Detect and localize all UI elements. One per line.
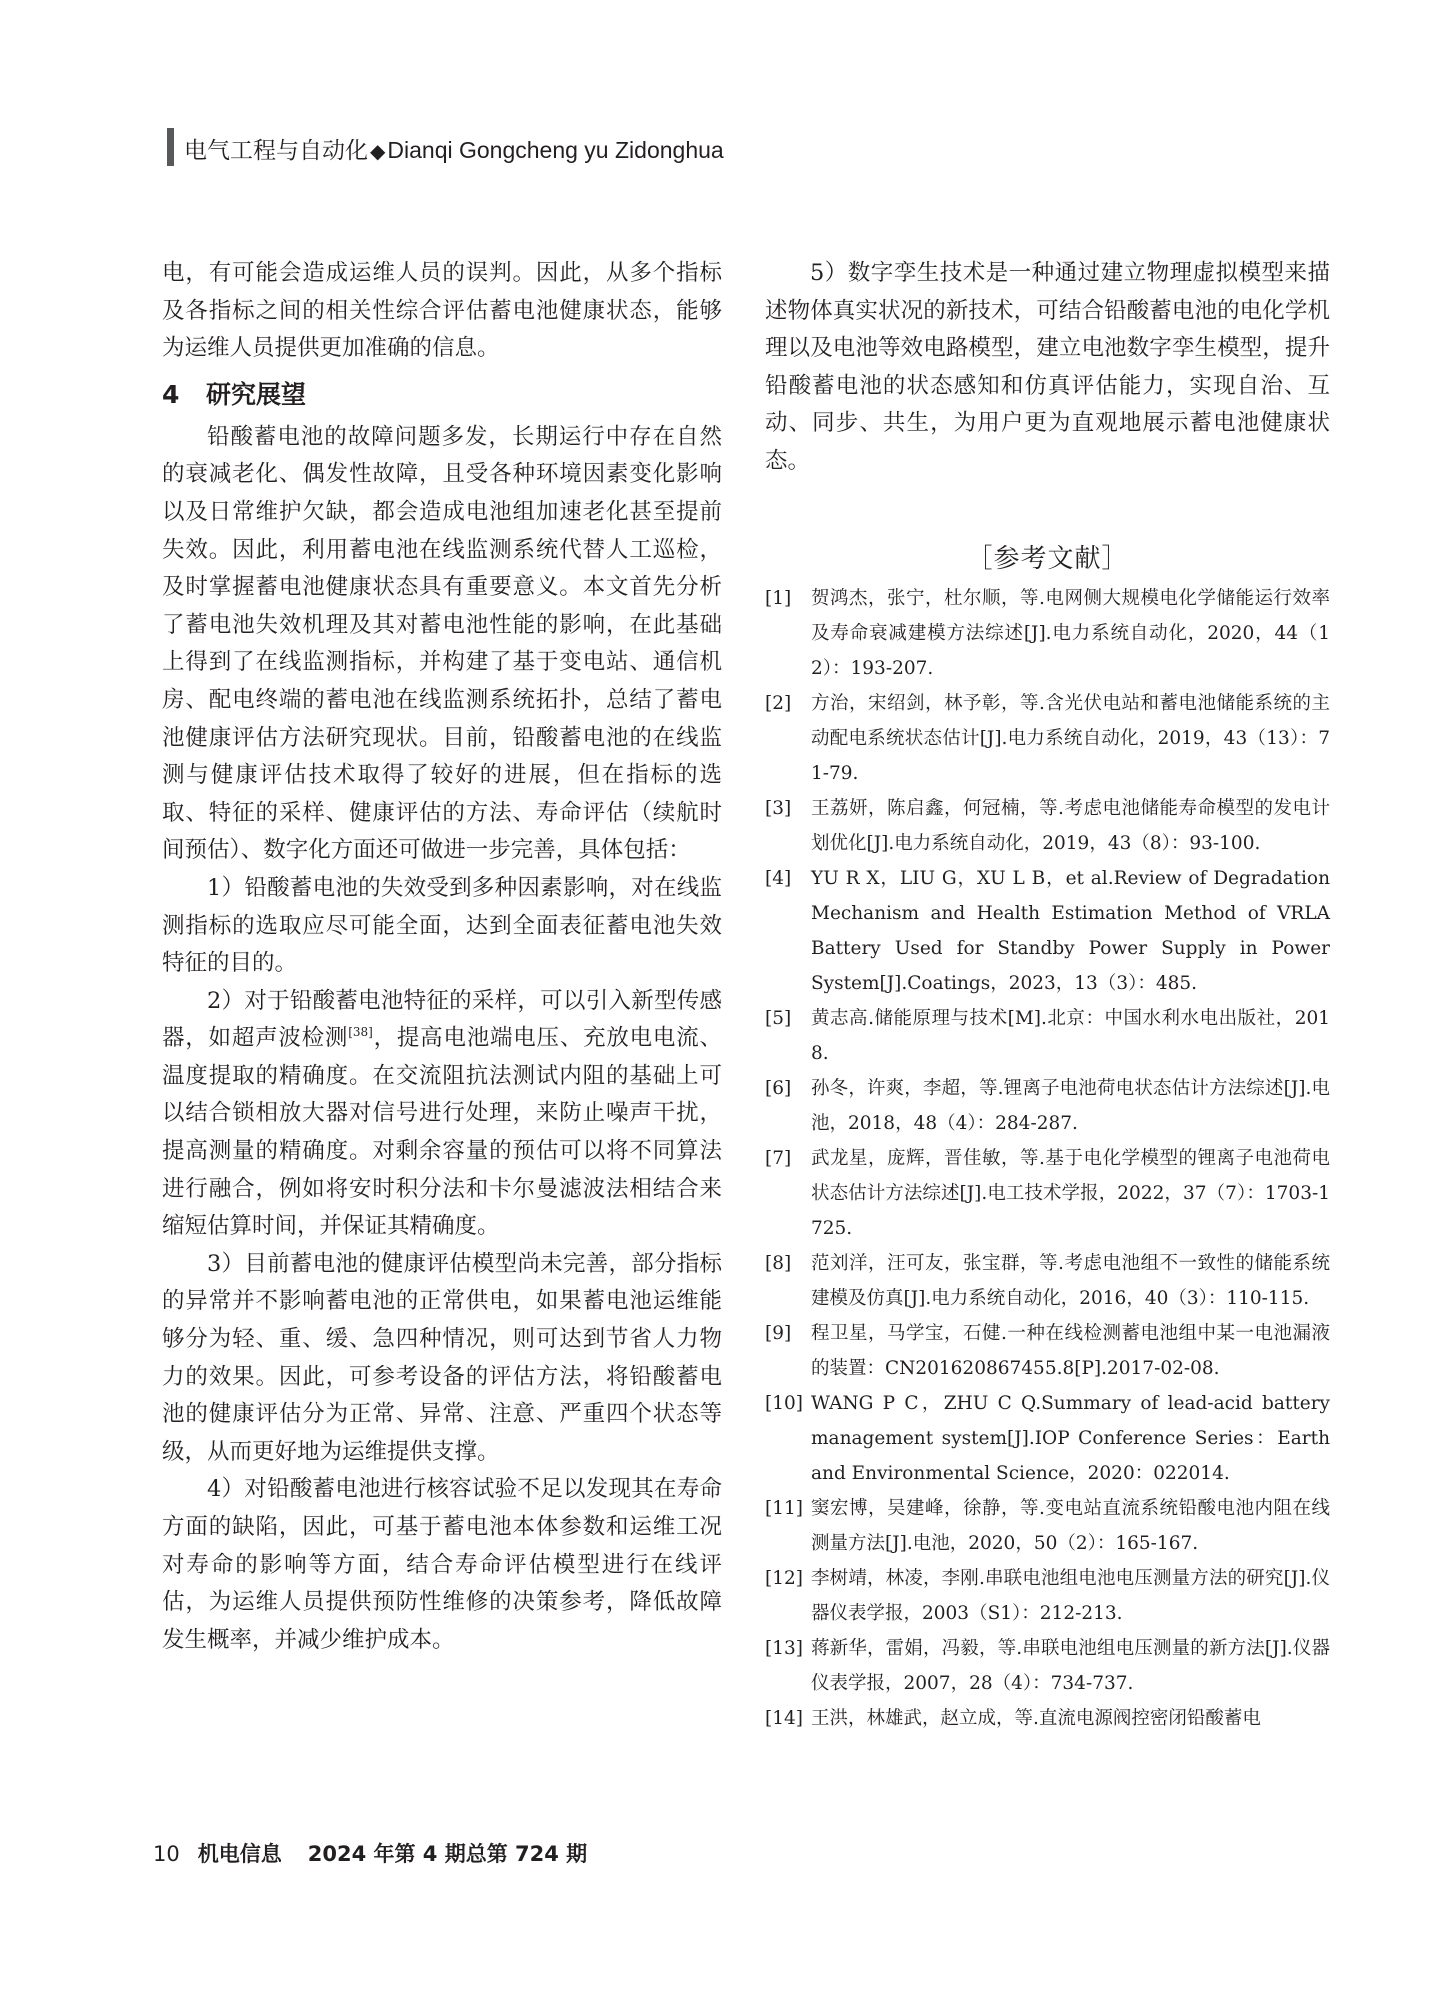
paragraph-intro: 铅酸蓄电池的故障问题多发，长期运行中存在自然的衰减老化、偶发性故障，且受各种环境因素变化影响以及日常维护欠缺，都会造成电池组加速老化甚至提前失效。因此，利用蓄电池在线监测系统代替人工巡检，及时掌握蓄电池健康状态具有重要意义。本文首先分析了蓄电池失效机理及其对蓄电池性能的影响，在此基础上得到了在线监测指标，并构建了基于变电站、通信机房、配电终端的蓄电池在线监测系统拓扑，总结了蓄电池健康评估方法研究现状。目前，铅酸蓄电池的在线监测与健康评估技术取得了较好的进展，但在指标的选取、特征的采样、健康评估的方法、寿命评估（续航时间预估）、数字化方面还可做进一步完善，具体包括： [162,423,722,864]
reference-item [765,791,1330,861]
page-number: 10 [153,1842,180,1866]
reference-number: [9] [765,1322,792,1344]
reference-item [765,1631,1330,1701]
reference-item [765,1001,1330,1071]
reference-number: [6] [765,1077,792,1099]
reference-number: [14] [765,1707,803,1729]
reference-text: 范刘洋，汪可友，张宝群，等.考虑电池组不一致性的储能系统建模及仿真[J].电力系统自动化，2016，40（3）：110-115. [811,1252,1330,1309]
section-title: 研究展望 [206,379,307,409]
reference-item [765,1246,1330,1316]
paragraph-item-4: 4）对铅酸蓄电池进行核容试验不足以发现其在寿命方面的缺陷，因此，可基于蓄电池本体参数和运维工况对寿命的影响等方面，结合寿命评估模型进行在线评估，为运维人员提供预防性维修的决策参考，降低故障发生概率，并减少维护成本。 [162,1476,722,1653]
reference-item [765,1071,1330,1141]
reference-number: [2] [765,692,792,714]
reference-item [765,1701,1330,1736]
item-2-text-b: ，提高电池端电压、充放电电流、温度提取的精确度。在交流阻抗法测试内阻的基础上可以结合锁相放大器对信号进行处理，来防止噪声干扰，提高测量的精确度。对剩余容量的预估可以将不同算法进行融合，例如将安时积分法和卡尔曼滤波法相结合来缩短估算时间，并保证其精确度。 [162,1025,722,1240]
reference-number: [8] [765,1252,792,1274]
reference-text: YU R X，LIU G，XU L B，et al.Review of Degradation Mechanism and Health Estimation Method of VRLA Battery Used for Standby Power Supply in Power System[J].Coatings，2023，13（3）：485. [811,867,1330,994]
reference-number: [12] [765,1567,803,1589]
paragraph-item-5: 5）数字孪生技术是一种通过建立物理虚拟模型来描述物体真实状况的新技术，可结合铅酸蓄电池的电化学机理以及电池等效电路模型，建立电池数字孪生模型，提升铅酸蓄电池的状态感知和仿真评估能力，实现自治、互动、同步、共生，为用户更为直观地展示蓄电池健康状态。 [765,260,1330,474]
reference-number: [7] [765,1147,792,1169]
section-number: 4 [162,379,180,409]
reference-text: 贺鸿杰，张宁，杜尔顺，等.电网侧大规模电化学储能运行效率及寿命衰减建模方法综述[J].电力系统自动化，2020，44（12）：193-207. [811,587,1330,679]
left-column [162,255,722,1659]
diamond-separator-icon: ◆ [370,141,386,163]
reference-number: [10] [765,1392,803,1414]
reference-number: [13] [765,1637,803,1659]
paragraph-item-3: 3）目前蓄电池的健康评估模型尚未完善，部分指标的异常并不影响蓄电池的正常供电，如果蓄电池运维能够分为轻、重、缓、急四种情况，则可达到节省人力物力的效果。因此，可参考设备的评估方法，将铅酸蓄电池的健康评估分为正常、异常、注意、严重四个状态等级，从而更好地为运维提供支撑。 [162,1250,722,1465]
reference-text: 黄志高.储能原理与技术[M].北京：中国水利水电出版社，2018. [811,1007,1330,1064]
citation-38[interactable]: [38] [348,1025,373,1040]
reference-text: 王洪，林雄武，赵立成，等.直流电源阀控密闭铅酸蓄电 [811,1707,1261,1729]
reference-item [765,1141,1330,1246]
reference-text: 蒋新华，雷娟，冯毅，等.串联电池组电压测量的新方法[J].仪器仪表学报，2007，28（4）：734-737. [811,1637,1330,1694]
item-2-text-a: 2）对于铅酸蓄电池特征的采样，可以引入新型传感器，如超声波检测 [162,987,722,1052]
section-heading [162,375,722,415]
reference-number: [3] [765,797,792,819]
header-title-cn: 电气工程与自动化 [184,137,368,163]
page-footer [153,1838,587,1868]
reference-number: [4] [765,867,792,889]
reference-item [765,1386,1330,1491]
reference-text: 孙冬，许爽，李超，等.锂离子电池荷电状态估计方法综述[J].电池，2018，48（4）：284-287. [811,1077,1330,1134]
reference-text: 方治，宋绍剑，林予彰，等.含光伏电站和蓄电池储能系统的主动配电系统状态估计[J].电力系统自动化，2019，43（13）：71-79. [811,692,1330,784]
right-column [765,255,1330,1736]
reference-item [765,686,1330,791]
header-title-en: Dianqi Gongcheng yu Zidonghua [387,137,724,163]
paragraph-item-2 [162,983,722,1246]
paragraph-continuation: 电，有可能会造成运维人员的误判。因此，从多个指标及各指标之间的相关性综合评估蓄电池健康状态，能够为运维人员提供更加准确的信息。 [162,260,722,362]
reference-text: 武龙星，庞辉，晋佳敏，等.基于电化学模型的锂离子电池荷电状态估计方法综述[J].电工技术学报，2022，37（7）：1703-1725. [811,1147,1330,1239]
reference-item [765,1491,1330,1561]
reference-text: 窦宏博，吴建峰，徐静，等.变电站直流系统铅酸电池内阻在线测量方法[J].电池，2020，50（2）：165-167. [811,1497,1330,1554]
reference-item [765,1316,1330,1386]
reference-number: [1] [765,587,792,609]
reference-item [765,1561,1330,1631]
reference-text: 程卫星，马学宝，石健.一种在线检测蓄电池组中某一电池漏液的装置：CN201620867455.8[P].2017-02-08. [811,1322,1330,1379]
header-accent-bar [167,128,174,166]
reference-item [765,581,1330,686]
reference-number: [5] [765,1007,792,1029]
reference-number: [11] [765,1497,803,1519]
header-text [184,132,724,165]
reference-list [765,581,1330,1736]
reference-text: 李树靖，林凌，李刚.串联电池组电池电压测量方法的研究[J].仪器仪表学报，2003（S1）：212-213. [811,1567,1330,1624]
paragraph-item-1: 1）铅酸蓄电池的失效受到多种因素影响，对在线监测指标的选取应尽可能全面，达到全面表征蓄电池失效特征的目的。 [162,874,722,977]
reference-text: 王荔妍，陈启鑫，何冠楠，等.考虑电池储能寿命模型的发电计划优化[J].电力系统自动化，2019，43（8）：93-100. [811,797,1330,854]
issue-info: 2024 年第 4 期总第 724 期 [307,1842,588,1866]
journal-name: 机电信息 [197,1842,282,1866]
reference-item [765,861,1330,1001]
references-title: ［参考文献］ [966,543,1129,574]
reference-text: WANG P C，ZHU C Q.Summary of lead-acid battery management system[J].IOP Conference Series：Earth and Environmental Science，2020：022014. [811,1392,1330,1484]
